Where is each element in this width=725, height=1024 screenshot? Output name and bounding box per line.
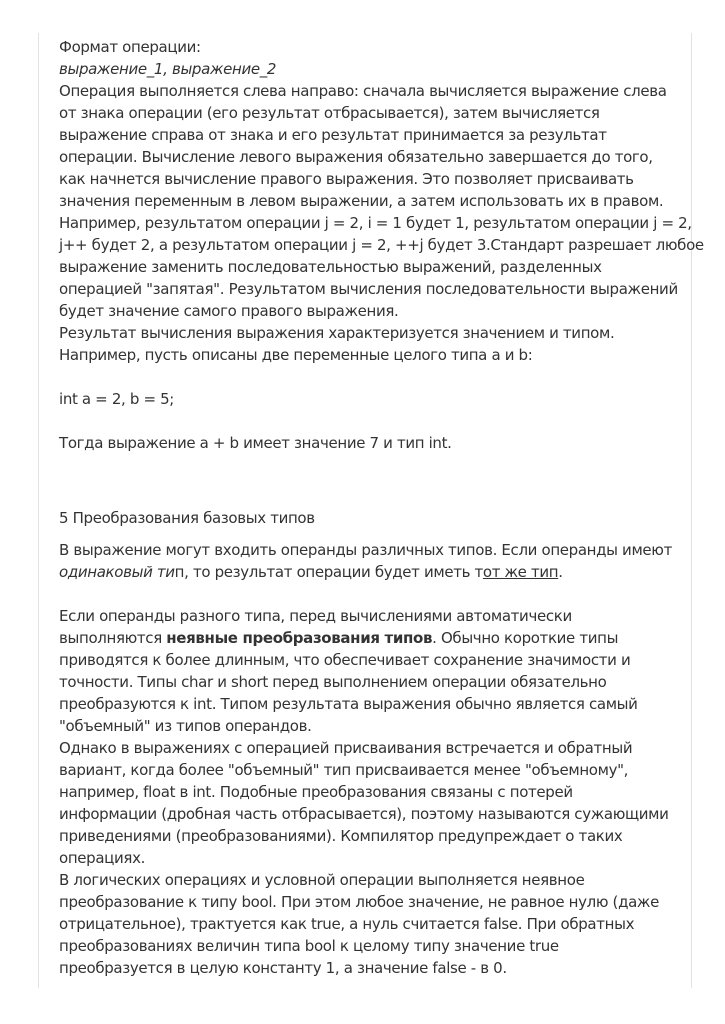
bold-term: неявные преобразования типов xyxy=(166,629,433,647)
section-heading: 5 Преобразования базовых типов xyxy=(59,509,315,527)
italic-phrase: одинаковый ти xyxy=(59,563,175,581)
left-margin-rule xyxy=(38,33,39,988)
result-sentence: Тогда выражение a + b имеет значение 7 и тип int. xyxy=(59,434,452,452)
text-line: j++ будет 2, а результатом операции j = 2, ++j будет 3.Стандарт разрешает любое xyxy=(59,236,704,254)
text-line: Например, пусть описаны две переменные целого типа a и b: xyxy=(59,346,533,364)
text-line: операцией "запятая". Результатом вычисления последовательности выражений xyxy=(59,280,678,298)
paragraph-operand-types xyxy=(59,539,677,583)
text-line: от знака операции (его результат отбрасывается), затем вычисляется xyxy=(59,104,600,122)
text-line: операциях. xyxy=(59,849,146,867)
text-line: Однако в выражениях с операцией присваивания встречается и обратный xyxy=(59,739,633,757)
text-line: преобразуется в целую константу 1, а значение false - в 0. xyxy=(59,959,507,977)
code-example: int a = 2, b = 5; xyxy=(59,390,174,408)
text-line: например, float в int. Подобные преобразования связаны с потерей xyxy=(59,783,573,801)
text-line: вариант, когда более "объемный" тип присваивается менее "объемному", xyxy=(59,761,629,779)
text-line: точности. Типы char и short перед выполнением операции обязательно xyxy=(59,673,607,691)
text-line: как начнется вычисление правого выражения. Это позволяет присваивать xyxy=(59,170,634,188)
text-line: приведениями (преобразованиями). Компилятор предупреждает о таких xyxy=(59,827,623,845)
text-line: преобразование к типу bool. При этом любое значение, не равное нулю (даже xyxy=(59,893,659,911)
text-line: Если операнды разного типа, перед вычислениями автоматически xyxy=(59,607,572,625)
text-line: значения переменным в левом выражении, а затем использовать их в правом. xyxy=(59,192,664,210)
text-line: преобразуются к int. Типом результата выражения обычно является самый xyxy=(59,695,638,713)
text-fragment: . xyxy=(558,563,563,581)
text-line: Результат вычисления выражения характеризуется значением и типом. xyxy=(59,324,615,342)
text-fragment: . Обычно короткие типы xyxy=(432,629,619,647)
text-line: "объемный" из типов операндов. xyxy=(59,717,312,735)
document-body xyxy=(59,36,704,979)
text-line: информации (дробная часть отбрасывается), поэтому называются сужающими xyxy=(59,805,669,823)
text-line: Операция выполняется слева направо: сначала вычисляется выражение слева xyxy=(59,82,667,100)
text-line: выражение заменить последовательностью выражений, разделенных xyxy=(59,258,602,276)
text-line: отрицательное), трактуется как true, а нуль считается false. При обратных xyxy=(59,915,635,933)
text-line xyxy=(59,561,677,583)
text-fragment: п, то результат операции будет иметь т xyxy=(174,563,483,581)
text-line xyxy=(59,627,677,649)
text-line: Например, результатом операции j = 2, i = 1 будет 1, результатом операции j = 2, xyxy=(59,214,692,232)
format-label: Формат операции: xyxy=(59,38,201,56)
right-margin-rule xyxy=(691,33,692,988)
paragraph-comma-operation xyxy=(59,80,704,322)
text-line: В логических операциях и условной операции выполняется неявное xyxy=(59,871,585,889)
text-line: будет значение самого правого выражения. xyxy=(59,302,399,320)
underlined-phrase: от же тип xyxy=(482,563,559,581)
format-expression: выражение_1, выражение_2 xyxy=(59,60,277,78)
text-line: В выражение могут входить операнды различных типов. Если операнды имеют xyxy=(59,541,672,559)
paragraph-expression-result xyxy=(59,322,677,366)
text-line: операции. Вычисление левого выражения обязательно завершается до того, xyxy=(59,148,653,166)
text-line: приводятся к более длинным, что обеспечивает сохранение значимости и xyxy=(59,651,631,669)
paragraph-implicit-conversions xyxy=(59,605,677,979)
text-line: выражение справа от знака и его результат принимается за результат xyxy=(59,126,607,144)
text-fragment: выполняются xyxy=(59,629,167,647)
text-line: преобразованиях величин типа bool к целому типу значение true xyxy=(59,937,559,955)
